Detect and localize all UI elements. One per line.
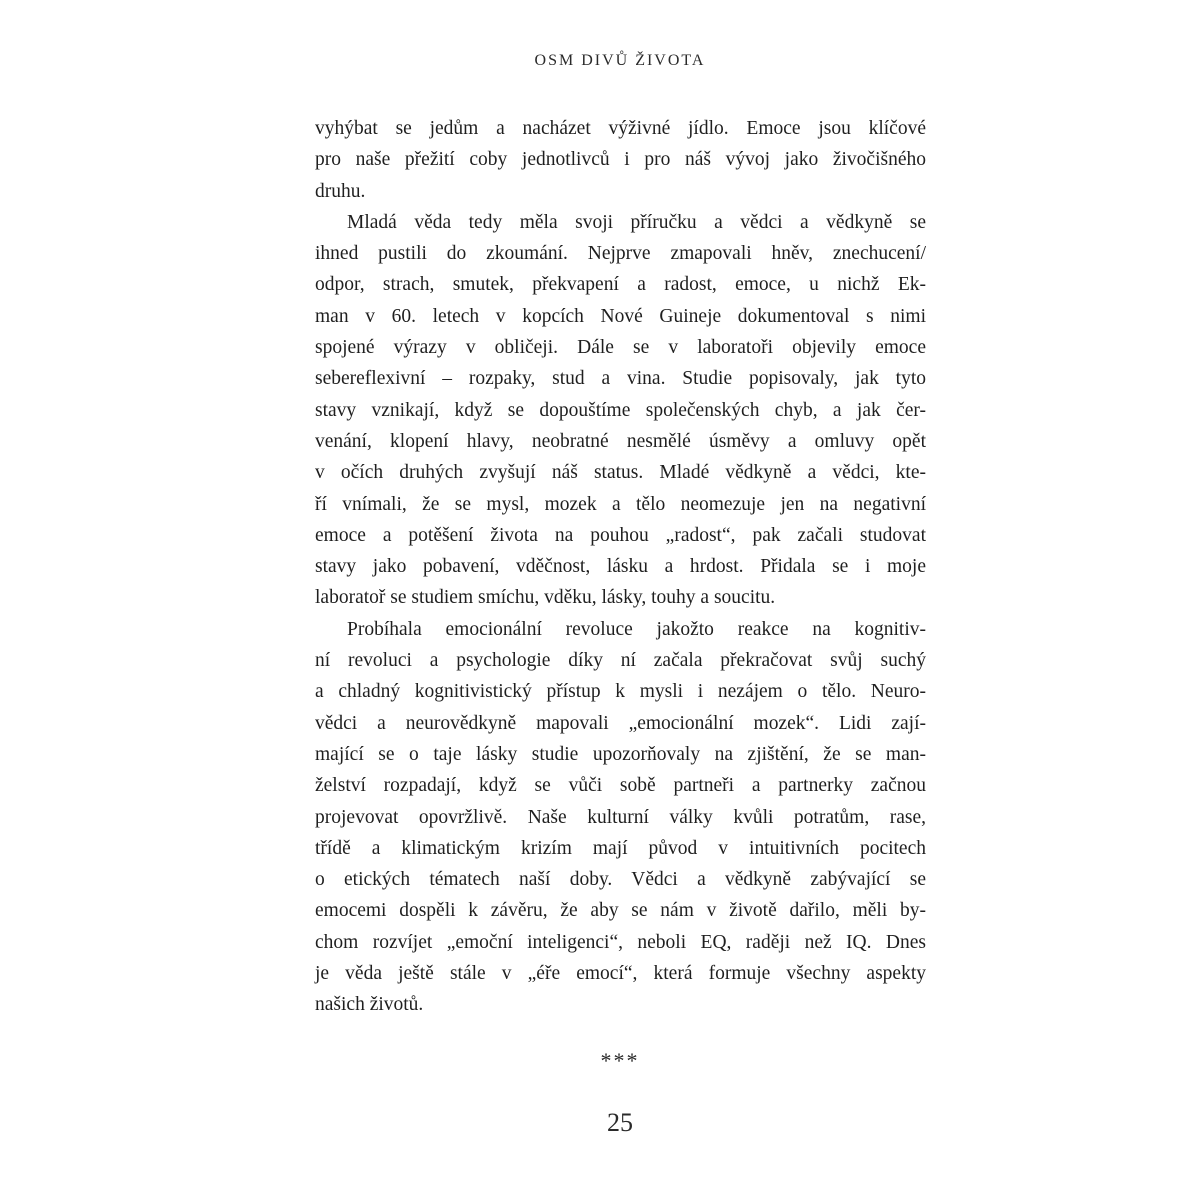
text-line: ří vnímali, že se mysl, mozek a tělo neomezuje jen na negativní bbox=[315, 493, 926, 515]
text-line: ní revoluci a psychologie díky ní začala překračovat svůj suchý bbox=[315, 650, 926, 672]
text-line: venání, klopení hlavy, neobratné nesmělé úsměvy a omluvy opět bbox=[315, 430, 926, 452]
text-line: ihned pustili do zkoumání. Nejprve zmapovali hněv, znechucení/ bbox=[315, 243, 926, 265]
text-line: sebereflexivní – rozpaky, stud a vina. Studie popisovaly, jak tyto bbox=[315, 368, 926, 390]
text-line: vyhýbat se jedům a nacházet výživné jídlo. Emoce jsou klíčové bbox=[315, 118, 926, 139]
text-line: emoce a potěšení života na pouhou „radost“, pak začali studovat bbox=[315, 524, 926, 546]
text-line: pro naše přežití coby jednotlivců i pro náš vývoj jako živočišného bbox=[315, 149, 926, 171]
body-text bbox=[315, 113, 926, 1021]
text-line: o etických tématech naší doby. Vědci a vědkyně zabývající se bbox=[315, 869, 926, 891]
running-header: OSM DIVŮ ŽIVOTA bbox=[534, 52, 706, 69]
text-line: Mladá věda tedy měla svoji příručku a vědci a vědkyně se bbox=[347, 211, 926, 233]
text-line: stavy vznikají, když se dopouštíme společenských chyb, a jak čer- bbox=[315, 399, 926, 421]
page-number: 25 bbox=[607, 1108, 633, 1137]
text-line: vědci a neurovědkyně mapovali „emocionální mozek“. Lidi zají- bbox=[315, 712, 926, 734]
text-line: třídě a klimatickým krizím mají původ v intuitivních pocitech bbox=[315, 837, 926, 859]
text-line: emocemi dospěli k závěru, že aby se nám v životě dařilo, měli by- bbox=[315, 900, 926, 922]
text-line: želství rozpadají, když se vůči sobě partneři a partnerky začnou bbox=[315, 775, 926, 797]
text-line: laboratoř se studiem smíchu, vděku, lásky, touhy a soucitu. bbox=[315, 587, 776, 609]
text-line: v očích druhých zvyšují náš status. Mladé vědkyně a vědci, kte- bbox=[315, 462, 926, 484]
text-line: našich životů. bbox=[315, 994, 424, 1016]
text-line: spojené výrazy v obličeji. Dále se v laboratoři objevily emoce bbox=[315, 337, 926, 359]
text-line: man v 60. letech v kopcích Nové Guineje dokumentoval s nimi bbox=[315, 305, 926, 327]
section-separator: *** bbox=[600, 1048, 640, 1073]
text-line: stavy jako pobavení, vděčnost, lásku a hrdost. Přidala se i moje bbox=[315, 556, 926, 578]
text-line: chom rozvíjet „emoční inteligenci“, neboli EQ, raději než IQ. Dnes bbox=[315, 931, 926, 953]
text-line: je věda ještě stále v „éře emocí“, která formuje všechny aspekty bbox=[315, 963, 926, 985]
text-line: Probíhala emocionální revoluce jakožto reakce na kognitiv- bbox=[347, 618, 926, 640]
text-line: druhu. bbox=[315, 180, 366, 202]
text-line: projevovat opovržlivě. Naše kulturní války kvůli potratům, rase, bbox=[315, 806, 926, 828]
text-line: mající se o taje lásky studie upozorňovaly na zjištění, že se man- bbox=[315, 743, 926, 765]
text-line: a chladný kognitivistický přístup k mysli i nezájem o tělo. Neuro- bbox=[315, 681, 926, 703]
text-line: odpor, strach, smutek, překvapení a radost, emoce, u nichž Ek- bbox=[315, 274, 926, 296]
